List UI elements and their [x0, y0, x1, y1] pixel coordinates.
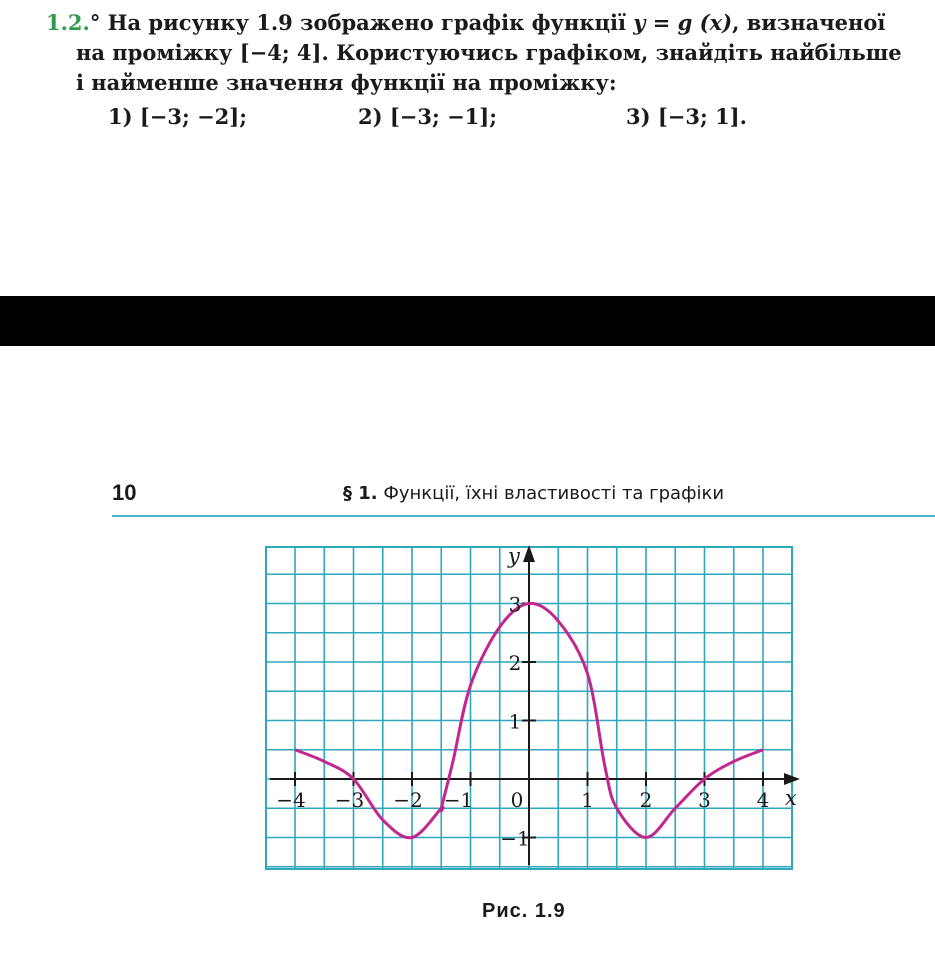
y-tick-label: 2: [508, 651, 522, 675]
x-tick-label: −1: [443, 788, 474, 812]
option-3: 3) [−3; 1].: [626, 104, 747, 129]
function-notation: y = g (x): [633, 10, 733, 35]
problem-text-1a: На рисунку 1.9 зображено графік функції: [100, 10, 634, 35]
option-1: 1) [−3; −2];: [108, 104, 247, 129]
x-axis-label: x: [785, 786, 797, 810]
page-number: 10: [112, 480, 137, 505]
x-tick-label: 3: [698, 788, 711, 812]
section-mark: § 1.: [343, 483, 378, 504]
y-tick-label: 1: [508, 709, 522, 734]
section-title: Функції, їхні властивості та графіки: [377, 483, 725, 504]
problem-text-1b: , визначеної: [732, 10, 886, 35]
x-tick-label: −3: [334, 788, 365, 812]
figure-caption: Рис. 1.9: [482, 900, 566, 922]
x-tick-label: −4: [276, 788, 306, 812]
problem-line-2: на проміжку [−4; 4]. Користуючись графіком, знайдіть найбільше: [76, 40, 902, 65]
x-tick-label: 1: [581, 788, 594, 812]
y-axis-label: y: [508, 544, 520, 568]
x-tick-label: 2: [639, 788, 653, 812]
x-tick-label: 4: [756, 788, 770, 812]
y-tick-label: 3: [508, 592, 522, 617]
y-tick-label: −1: [500, 826, 530, 851]
problem-line-3: і найменше значення функції на проміжку:: [76, 70, 617, 95]
x-tick-label: −2: [393, 788, 423, 812]
degree-mark: °: [89, 10, 101, 35]
problem-number: 1.2.: [46, 10, 90, 35]
option-2: 2) [−3; −1];: [358, 104, 497, 129]
x-tick-label: 0: [510, 788, 524, 812]
